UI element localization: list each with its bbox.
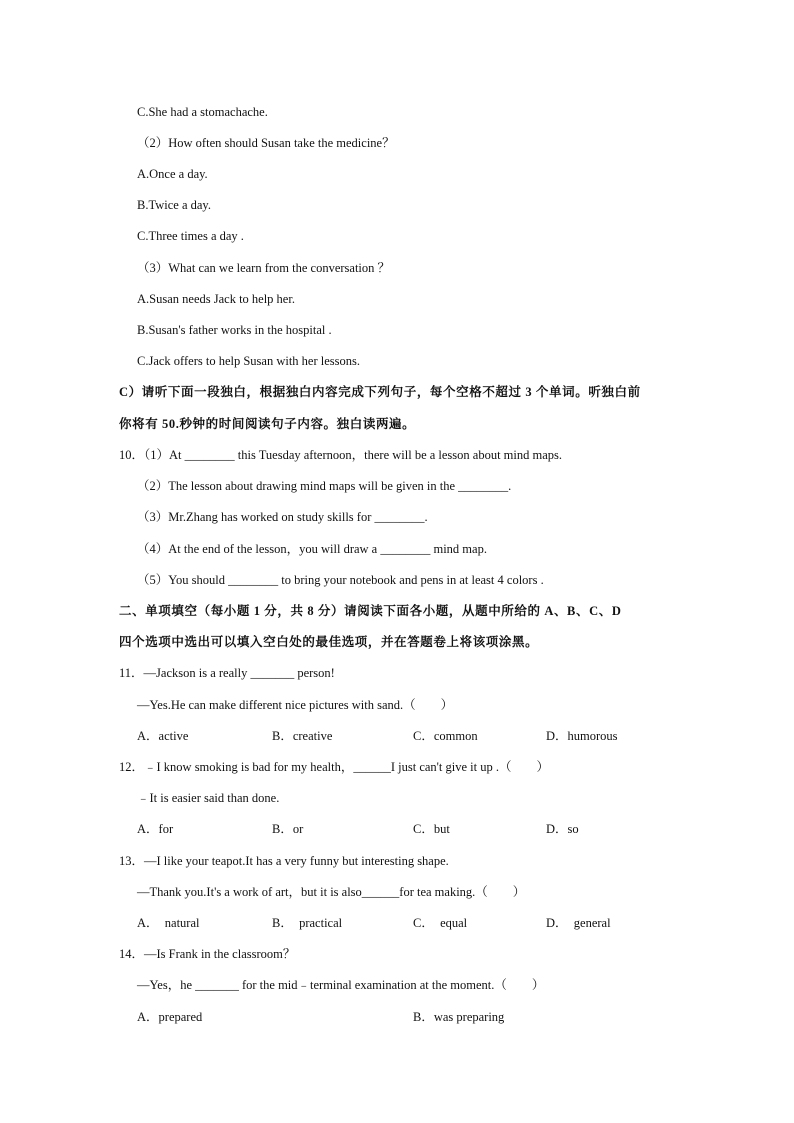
option-9-3-a: A.Susan needs Jack to help her. — [137, 292, 295, 306]
option-13-a[interactable]: A． natural — [137, 916, 200, 930]
question-14-reply: —Yes，he _______ for the mid﹣terminal examination at the moment.（ ） — [137, 978, 545, 992]
question-10-2: （2）The lesson about drawing mind maps will be given in the ________. — [137, 479, 512, 493]
option-12-b[interactable]: B．or — [272, 822, 304, 836]
option-14-a[interactable]: A．prepared — [137, 1010, 203, 1024]
question-13: 13．—I like your teapot.It has a very funny but interesting shape. — [119, 854, 449, 868]
option-9-3-b: B.Susan's father works in the hospital . — [137, 323, 332, 337]
question-10-4: （4）At the end of the lesson，you will draw a ________ mind map. — [137, 542, 487, 556]
question-10-1: 10．（1）At ________ this Tuesday afternoon，there will be a lesson about mind maps. — [119, 448, 563, 462]
question-9-3: （3）What can we learn from the conversation ？ — [137, 261, 391, 275]
section-c-instruction-line1: C）请听下面一段独白，根据独白内容完成下列句子，每个空格不超过 3 个单词。听独白前 — [119, 385, 641, 399]
option-9-3-c: C.Jack offers to help Susan with her lessons. — [137, 354, 361, 368]
option-11-c[interactable]: C．common — [413, 729, 478, 743]
option-13-b[interactable]: B． practical — [272, 916, 343, 930]
question-9-2: （2）How often should Susan take the medicine？ — [137, 136, 395, 150]
option-12-d[interactable]: D．so — [546, 822, 579, 836]
option-13-c[interactable]: C． equal — [413, 916, 468, 930]
question-10-5: （5）You should ________ to bring your notebook and pens in at least 4 colors . — [137, 573, 544, 587]
option-9-1-c: C.She had a stomachache. — [137, 105, 268, 119]
section-c-instruction-line2: 你将有 50.秒钟的时间阅读句子内容。独白读两遍。 — [119, 417, 416, 431]
question-12-reply: ﹣It is easier said than done. — [137, 791, 280, 805]
question-14: 14．—Is Frank in the classroom？ — [119, 947, 296, 961]
option-11-a[interactable]: A．active — [137, 729, 189, 743]
option-9-2-a: A.Once a day. — [137, 167, 208, 181]
option-12-a[interactable]: A．for — [137, 822, 174, 836]
option-12-c[interactable]: C．but — [413, 822, 450, 836]
question-11-reply: —Yes.He can make different nice pictures with sand.（ ） — [137, 698, 454, 712]
question-11: 11．—Jackson is a really _______ person! — [119, 666, 335, 680]
question-10-3: （3）Mr.Zhang has worked on study skills for ________. — [137, 510, 428, 524]
part2-instruction-line1: 二、单项填空（每小题 1 分，共 8 分）请阅读下面各小题，从题中所给的 A、B、C、D — [119, 604, 622, 618]
option-9-2-b: B.Twice a day. — [137, 198, 211, 212]
part2-instruction-line2: 四个选项中选出可以填入空白处的最佳选项，并在答题卷上将该项涂黑。 — [119, 635, 539, 649]
question-12: 12．﹣I know smoking is bad for my health，______I just can't give it up .（ ） — [119, 760, 549, 774]
option-9-2-c: C.Three times a day . — [137, 229, 244, 243]
option-11-b[interactable]: B．creative — [272, 729, 333, 743]
option-14-b[interactable]: B．was preparing — [413, 1010, 505, 1024]
option-13-d[interactable]: D． general — [546, 916, 611, 930]
question-13-reply: —Thank you.It's a work of art，but it is also______for tea making.（ ） — [137, 885, 526, 899]
option-11-d[interactable]: D．humorous — [546, 729, 618, 743]
